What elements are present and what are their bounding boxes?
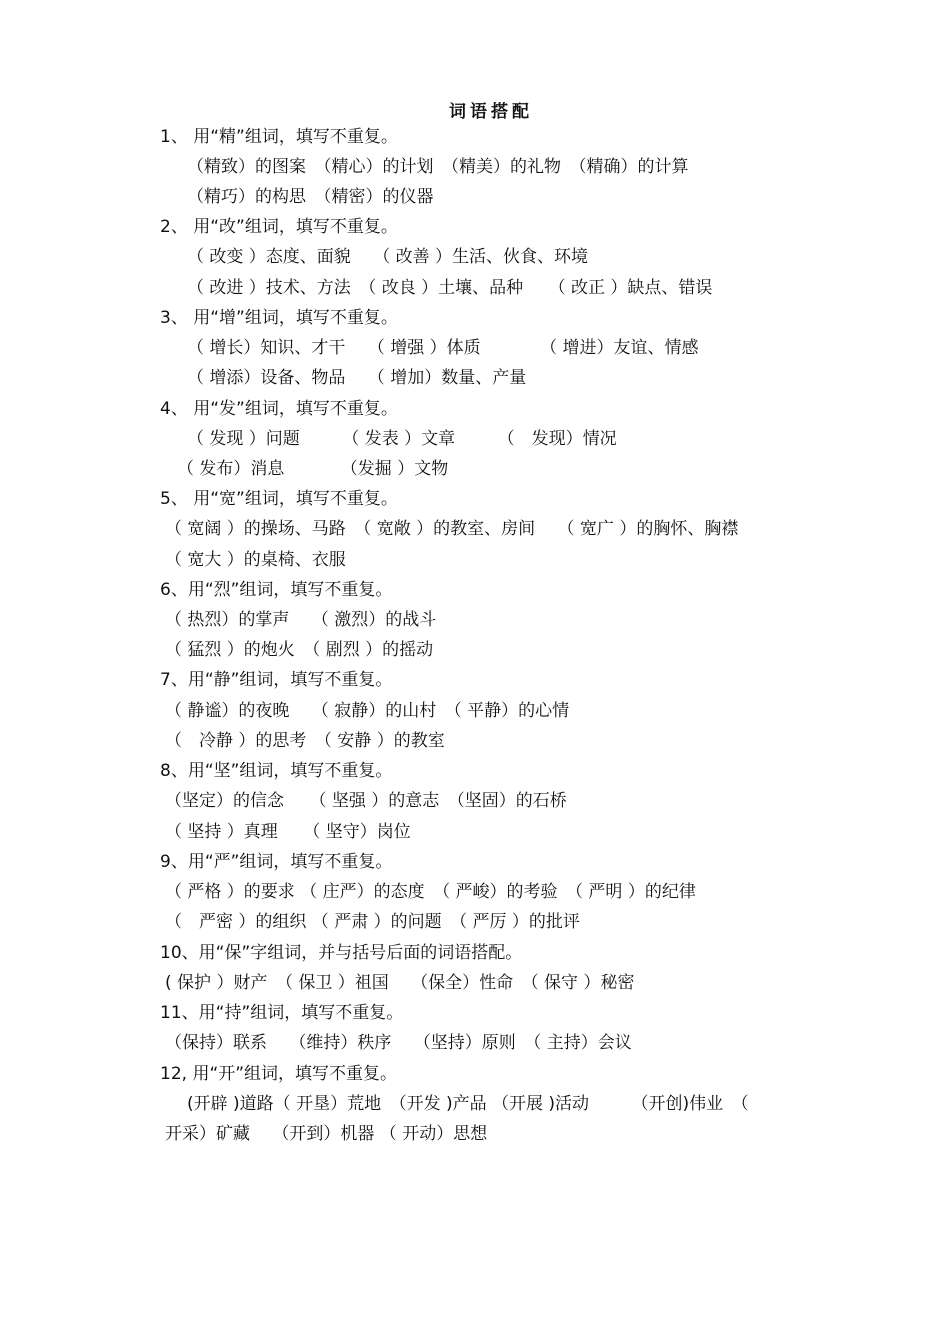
heading-12: 12, 用“开”组词，填写不重复。 xyxy=(160,1064,398,1084)
answer-line-10a: ( 保护 ）财产 （ 保卫 ）祖国 （保全）性命 （ 保守 ）秘密 xyxy=(165,973,635,993)
heading-1: 1、 用“精”组词，填写不重复。 xyxy=(160,127,398,147)
document-title: 词语搭配 xyxy=(449,102,533,122)
answer-line-8b: （ 坚持 ）真理 （ 坚守）岗位 xyxy=(165,822,411,842)
heading-6: 6、用“烈”组词，填写不重复。 xyxy=(160,580,393,600)
answer-line-2b: （ 改进 ）技术、方法 （ 改良 ）土壤、品种 （ 改正 ）缺点、错误 xyxy=(187,278,713,298)
answer-line-1b: （精巧）的构思 （精密）的仪器 xyxy=(187,187,434,207)
answer-line-9a: （ 严格 ）的要求 （ 庄严）的态度 （ 严峻）的考验 （ 严明 ）的纪律 xyxy=(165,882,696,902)
answer-line-11a: （保持）联系 （维持）秩序 （坚持）原则 （ 主持）会议 xyxy=(165,1033,632,1053)
answer-line-4b: （ 发布）消息 （发掘 ）文物 xyxy=(177,459,449,479)
answer-line-12b: 开采）矿藏 （开到）机器 （ 开动）思想 xyxy=(165,1124,488,1144)
heading-4: 4、 用“发”组词，填写不重复。 xyxy=(160,399,398,419)
answer-line-12a: (开辟 )道路（ 开垦）荒地 （开发 )产品 （开展 )活动 （开创)伟业 （ xyxy=(187,1094,749,1114)
heading-5: 5、 用“宽”组词，填写不重复。 xyxy=(160,489,398,509)
heading-7: 7、用“静”组词，填写不重复。 xyxy=(160,670,393,690)
answer-line-5a: （ 宽阔 ）的操场、马路 （ 宽敞 ）的教室、房间 （ 宽广 ）的胸怀、胸襟 xyxy=(165,519,739,539)
heading-9: 9、用“严”组词，填写不重复。 xyxy=(160,852,393,872)
heading-3: 3、 用“增”组词，填写不重复。 xyxy=(160,308,398,328)
heading-10: 10、用“保”字组词，并与括号后面的词语搭配。 xyxy=(160,943,523,963)
answer-line-7a: （ 静谧）的夜晚 （ 寂静）的山村 （ 平静）的心情 xyxy=(165,701,570,721)
answer-line-4a: （ 发现 ）问题 （ 发表 ）文章 （ 发现）情况 xyxy=(187,429,617,449)
answer-line-6b: （ 猛烈 ）的炮火 （ 剧烈 ）的摇动 xyxy=(165,640,434,660)
heading-8: 8、用“坚”组词，填写不重复。 xyxy=(160,761,393,781)
answer-line-5b: （ 宽大 ）的桌椅、衣服 xyxy=(165,550,346,570)
answer-line-9b: （ 严密 ）的组织 （ 严肃 ）的问题 （ 严厉 ）的批评 xyxy=(165,912,580,932)
answer-line-2a: （ 改变 ）态度、面貌 （ 改善 ）生活、伙食、环境 xyxy=(187,247,589,267)
heading-11: 11、用“持”组词，填写不重复。 xyxy=(160,1003,404,1023)
answer-line-8a: （坚定）的信念 （ 坚强 ）的意志 （坚固）的石桥 xyxy=(165,791,567,811)
answer-line-3a: （ 增长）知识、才干 （ 增强 ）体质 （ 增进）友谊、情感 xyxy=(187,338,699,358)
answer-line-1a: （精致）的图案 （精心）的计划 （精美）的礼物 （精确）的计算 xyxy=(187,157,689,177)
answer-line-7b: （ 冷静 ）的思考 （ 安静 ）的教室 xyxy=(165,731,445,751)
answer-line-3b: （ 增添）设备、物品 （ 增加）数量、产量 xyxy=(187,368,527,388)
answer-line-6a: （ 热烈）的掌声 （ 激烈）的战斗 xyxy=(165,610,437,630)
heading-2: 2、 用“改”组词，填写不重复。 xyxy=(160,217,398,237)
